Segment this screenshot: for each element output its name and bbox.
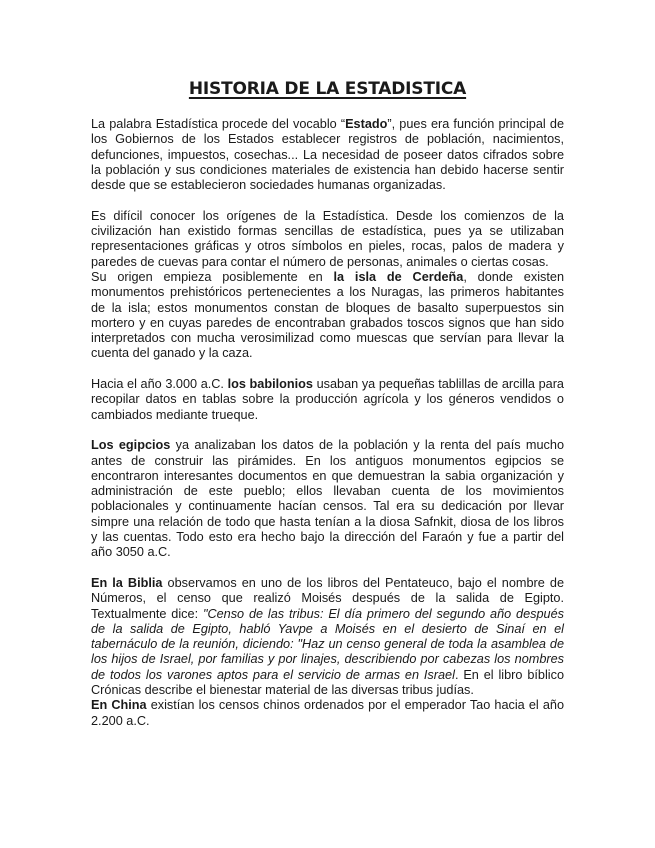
- text-run: usaban ya pequeñas tablillas de arcilla para recopilar datos en tablas sobre la producción agrícola y los géneros vendidos o cambiados mediante trueque.: [91, 377, 564, 422]
- text-run: , donde existen monumentos prehistóricos pertenecientes a los Nuragas, las primeros habitantes de la isla; estos monumentos constan de bloques de basalto superpuestos sin mortero y en cuyas paredes de encontraban grabados toscos signos que han sido interpretados con mucha verosimilizad como muescas que servían para llevar la cuenta del ganado y la caza.: [91, 269, 564, 361]
- paragraph-china: [91, 698, 564, 729]
- document-body: [91, 117, 564, 729]
- text-run: observamos en uno de los libros del Pentateuco, bajo el nombre de Números, el censo que realizó Moisés después de la salida de Egipto. Textualmente dice:: [91, 575, 564, 621]
- paragraph-egyptians: [91, 438, 564, 560]
- text-run: La palabra Estadística procede del vocablo “: [91, 117, 346, 131]
- paragraph-origins: [91, 209, 564, 270]
- text-run: Su origen empieza posiblemente en: [91, 269, 334, 284]
- text-run: ”, pues era función principal de los Gobiernos de los Estados establecer registros de población, nacimientos, defunciones, impuestos, cosechas... La necesidad de poseer datos cifrados sobre la población y sus condiciones materiales de existencia han debido hacerse sentir desde que se establecieron sociedades humanas organizadas.: [91, 117, 564, 193]
- bold-term: Los egipcios: [91, 438, 171, 453]
- italic-quote: "Censo de las tribus: El día primero del segundo año después de la salida de Egipto, habló Yavpe a Moisés en el desierto de Sinaí en el tabernáculo de la reunión, diciendo: "Haz un censo general de toda la asamblea de los hijos de Israel, por familias y por linajes, describiendo por cabezas los nombres de todos los varones aptos para el servicio de armas en Israel: [91, 606, 565, 682]
- paragraph-babylonians: [91, 377, 564, 423]
- bold-term: los babilonios: [227, 377, 313, 392]
- page-title: HISTORIA DE LA ESTADISTICA: [188, 79, 467, 99]
- text-run: existían los censos chinos ordenados por el emperador Tao hacia el año 2.200 a.C.: [91, 698, 565, 728]
- text-run: ya analizaban los datos de la población y la renta del país mucho antes de construir las pirámides. En los antiguos monumentos egipcios se encontraron interesantes documentos en que demuestran la sabia organización y administración de este pueblo; ellos llevaban cuenta de los movimientos poblacionales y continuamente hacían censos. Tal era su dedicación por llevar simpre una relación de todo que hasta tenían a la diosa Safnkit, diosa de los libros y las cuentas. Todo esto era hecho bajo la dirección del Faraón y fue a partir del año 3050 a.C.: [91, 438, 564, 560]
- text-run: . En el libro bíblico Crónicas describe el bienestar material de las diversas tribus judías.: [91, 667, 565, 697]
- bold-term: Estado: [345, 117, 388, 131]
- paragraph-bible: [91, 576, 564, 698]
- bold-term: En la Biblia: [91, 575, 163, 590]
- paragraph-sardinia: [91, 270, 564, 362]
- bold-term: la isla de Cerdeña: [333, 269, 464, 284]
- text-run: Hacia el año 3.000 a.C.: [91, 377, 228, 392]
- paragraph-etymology: [91, 117, 564, 193]
- bold-term: En China: [91, 698, 147, 713]
- text-run: Es difícil conocer los orígenes de la Estadística. Desde los comienzos de la civilización han existido formas sencillas de estadística, pues ya se utilizaban representaciones gráficas y otros símbolos en pieles, rocas, palos de madera y paredes de cuevas para contar el número de personas, animales o ciertas cosas.: [91, 208, 564, 269]
